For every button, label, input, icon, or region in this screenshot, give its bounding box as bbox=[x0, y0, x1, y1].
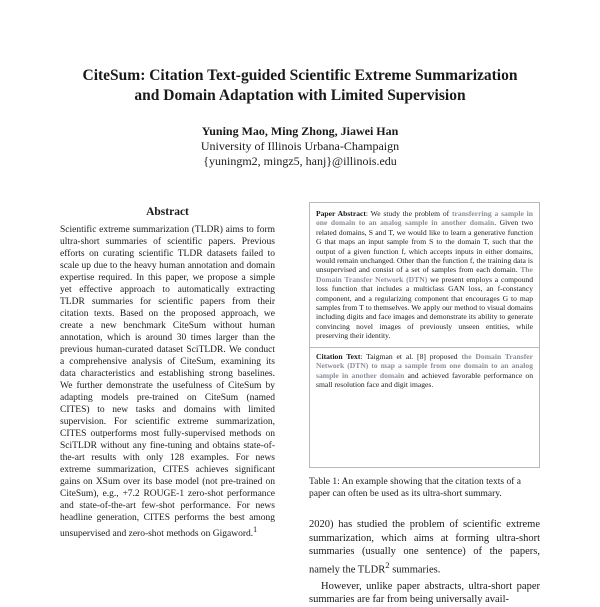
abstract-heading: Abstract bbox=[146, 206, 189, 218]
figure-abstract-text-1: : We study the problem of bbox=[365, 209, 453, 218]
body-text bbox=[309, 518, 540, 607]
figure-citation-text bbox=[316, 352, 533, 390]
body-paragraph-1-end: summaries. bbox=[389, 564, 441, 575]
abstract-body-text: Scientific extreme summarization (TLDR) aims to form ultra-short summaries of scientific papers. Previous efforts on curating scientific TLDR datasets failed to scale up due to the heavy human annotation and domain expertise required. In this paper, we propose a simple yet effective approach to automatically extracting TLDR summaries for scientific papers from their citation texts. Based on the proposed approach, we create a new benchmark CiteSum without human annotation, which is around 30 times larger than the previous human-curated dataset SciTLDR. We conduct a comprehensive analysis of CiteSum, examining its data characteristics and establishing strong baselines. We further demonstrate the usefulness of CiteSum by adapting models pre-trained on CiteSum (named CITES) to new tasks and domains with limited supervision. For scientific extreme summarization, CITES outperforms most fully-supervised methods on SciTLDR without any fine-tuning and obtains state-of-the-art results with only 128 examples. For news extreme summarization, CITES achieves significant gains on XSum over its base model (not pre-trained on CiteSum), e.g., +7.2 ROUGE-1 zero-shot performance and state-of-the-art few-shot performance. For news headline generation, CITES performs the best among unsupervised and zero-shot methods on Gigaword. bbox=[60, 225, 275, 540]
figure-abstract-text-2: . Given two related domains, S and T, we would like to learn a generative function G that maps an input sample from S to the domain T, such that the output of a given function f, which accepts inputs in either domains, would remain unchanged. Other than the function f, the training data is unsupervised and consist of a set of samples from each domain. bbox=[316, 218, 533, 275]
figure-highlight-1: transferring a sample in one domain to an analog sample in another domain bbox=[316, 209, 533, 228]
title-line-2: and Domain Adaptation with Limited Supervision bbox=[134, 87, 466, 104]
body-paragraph-2: However, unlike paper abstracts, ultra-short paper summaries are far from being universally avail- bbox=[309, 580, 540, 605]
email: {yuningm2, mingz5, hanj}@illinois.edu bbox=[203, 154, 397, 168]
affiliation: University of Illinois Urbana-Champaign bbox=[200, 139, 400, 153]
abstract-text bbox=[60, 224, 275, 540]
figure-abstract-label: Paper Abstract bbox=[316, 209, 366, 218]
author-block bbox=[100, 124, 500, 169]
figure-abstract-text-3: we present employs a compound loss function that includes a multiclass GAN loss, an f-constancy component, and a regularizing component that encourages G to map samples from T to themselves. We apply our method to visual domains including digits and face images and demonstrate its ability to generate convincing novel images of previously unseen entities, while preserving their identity. bbox=[316, 274, 534, 341]
figure-citation-label: Citation Text bbox=[316, 351, 361, 361]
footnote-mark: 1 bbox=[253, 525, 258, 534]
figure-highlight-2: The Domain Transfer Network (DTN) bbox=[316, 265, 533, 284]
figure-citation-text-1: : Taigman et al. [8] proposed bbox=[360, 351, 462, 361]
example-figure bbox=[309, 202, 540, 468]
body-paragraph-1-text: 2020) has studied the problem of scientific extreme summarization, which aims at forming ultra-short summaries (usually one sentence) of the papers, namely the TLDR bbox=[309, 519, 540, 575]
figure-citation-highlight-2: to map a sample from one domain to an analog sample in another domain bbox=[316, 361, 533, 380]
title-line-1: CiteSum: Citation Text-guided Scientific Extreme Summarization bbox=[82, 67, 518, 84]
figure-citation-text-2: and achieved favorable performance on small resolution face and digit images. bbox=[316, 370, 533, 389]
figure-citation-highlight-1: the Domain Transfer Network (DTN) bbox=[316, 351, 533, 371]
table-caption: Table 1: An example showing that the citation texts of a paper can often be used as its ultra-short summary. bbox=[309, 477, 521, 499]
figure-divider bbox=[310, 347, 539, 348]
author-names: Yuning Mao, Ming Zhong, Jiawei Han bbox=[201, 124, 399, 138]
footnote-ref: 2 bbox=[385, 559, 390, 570]
figure-paper-abstract bbox=[316, 209, 533, 341]
body-paragraph-1 bbox=[309, 518, 540, 577]
paper-title bbox=[40, 66, 560, 106]
